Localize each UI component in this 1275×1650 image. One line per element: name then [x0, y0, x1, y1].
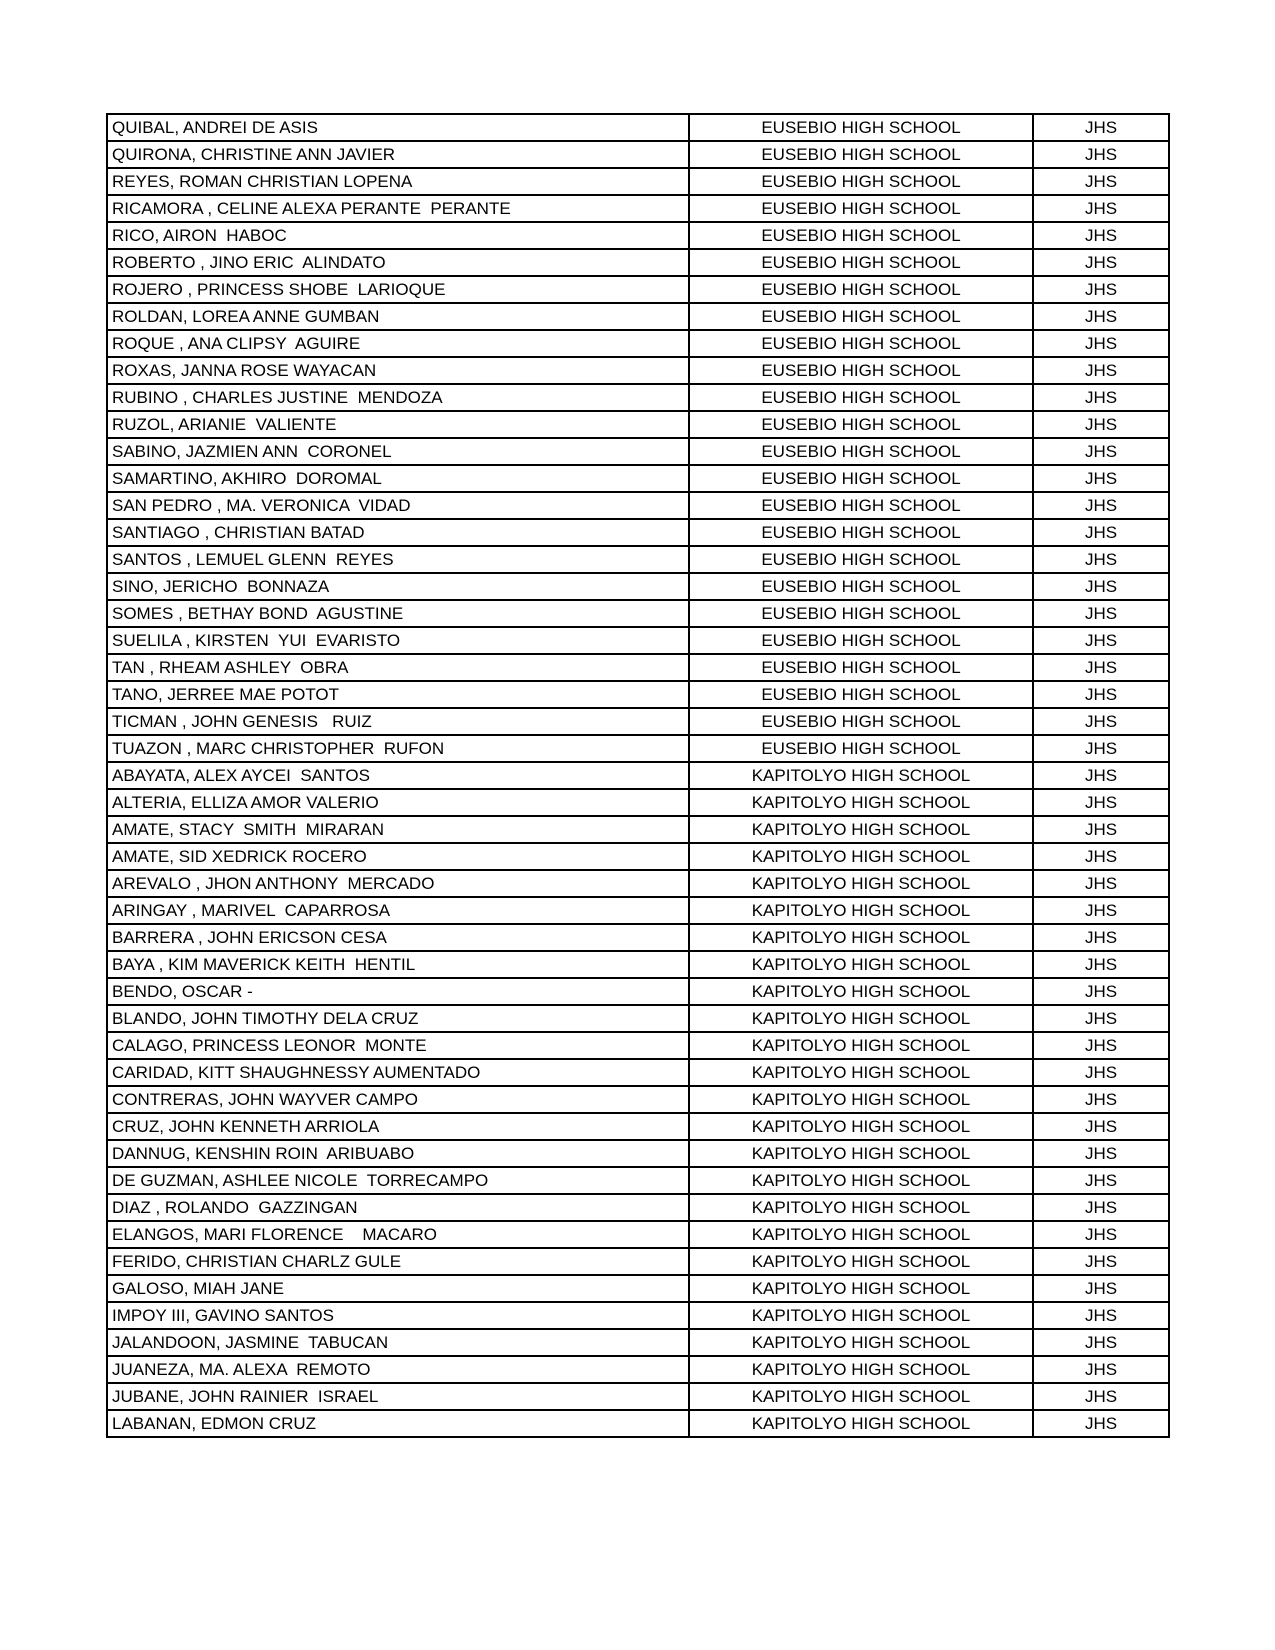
table-row [107, 249, 1169, 276]
level-cell: JHS [1033, 951, 1169, 978]
student-name-cell: RICAMORA , CELINE ALEXA PERANTE PERANTE [107, 195, 689, 222]
school-cell: EUSEBIO HIGH SCHOOL [689, 654, 1033, 681]
table-row [107, 843, 1169, 870]
table-row [107, 303, 1169, 330]
student-name-cell: ROXAS, JANNA ROSE WAYACAN [107, 357, 689, 384]
student-name-cell: RUBINO , CHARLES JUSTINE MENDOZA [107, 384, 689, 411]
student-name-cell: ARINGAY , MARIVEL CAPARROSA [107, 897, 689, 924]
level-cell: JHS [1033, 519, 1169, 546]
student-name-cell: SAMARTINO, AKHIRO DOROMAL [107, 465, 689, 492]
table-row [107, 1275, 1169, 1302]
student-name-cell: ELANGOS, MARI FLORENCE MACARO [107, 1221, 689, 1248]
school-cell: KAPITOLYO HIGH SCHOOL [689, 1086, 1033, 1113]
school-cell: EUSEBIO HIGH SCHOOL [689, 330, 1033, 357]
student-name-cell: CARIDAD, KITT SHAUGHNESSY AUMENTADO [107, 1059, 689, 1086]
table-row [107, 1113, 1169, 1140]
school-cell: EUSEBIO HIGH SCHOOL [689, 708, 1033, 735]
student-name-cell: ROQUE , ANA CLIPSY AGUIRE [107, 330, 689, 357]
table-row [107, 465, 1169, 492]
level-cell: JHS [1033, 1410, 1169, 1437]
level-cell: JHS [1033, 276, 1169, 303]
school-cell: KAPITOLYO HIGH SCHOOL [689, 1113, 1033, 1140]
school-cell: KAPITOLYO HIGH SCHOOL [689, 1302, 1033, 1329]
table-row [107, 708, 1169, 735]
school-cell: EUSEBIO HIGH SCHOOL [689, 276, 1033, 303]
table-row [107, 1329, 1169, 1356]
school-cell: KAPITOLYO HIGH SCHOOL [689, 1005, 1033, 1032]
level-cell: JHS [1033, 627, 1169, 654]
school-cell: EUSEBIO HIGH SCHOOL [689, 141, 1033, 168]
student-name-cell: ROJERO , PRINCESS SHOBE LARIOQUE [107, 276, 689, 303]
student-name-cell: CALAGO, PRINCESS LEONOR MONTE [107, 1032, 689, 1059]
school-cell: KAPITOLYO HIGH SCHOOL [689, 1248, 1033, 1275]
table-row [107, 168, 1169, 195]
level-cell: JHS [1033, 195, 1169, 222]
school-cell: EUSEBIO HIGH SCHOOL [689, 114, 1033, 141]
school-cell: KAPITOLYO HIGH SCHOOL [689, 843, 1033, 870]
table-row [107, 951, 1169, 978]
level-cell: JHS [1033, 249, 1169, 276]
student-name-cell: RICO, AIRON HABOC [107, 222, 689, 249]
level-cell: JHS [1033, 978, 1169, 1005]
level-cell: JHS [1033, 1248, 1169, 1275]
table-row [107, 546, 1169, 573]
student-name-cell: TUAZON , MARC CHRISTOPHER RUFON [107, 735, 689, 762]
school-cell: EUSEBIO HIGH SCHOOL [689, 303, 1033, 330]
table-row [107, 816, 1169, 843]
student-name-cell: GALOSO, MIAH JANE [107, 1275, 689, 1302]
level-cell: JHS [1033, 141, 1169, 168]
school-cell: EUSEBIO HIGH SCHOOL [689, 168, 1033, 195]
student-name-cell: JALANDOON, JASMINE TABUCAN [107, 1329, 689, 1356]
level-cell: JHS [1033, 1194, 1169, 1221]
table-row [107, 1194, 1169, 1221]
student-name-cell: BARRERA , JOHN ERICSON CESA [107, 924, 689, 951]
school-cell: KAPITOLYO HIGH SCHOOL [689, 951, 1033, 978]
table-row [107, 1005, 1169, 1032]
table-row [107, 222, 1169, 249]
school-cell: KAPITOLYO HIGH SCHOOL [689, 1356, 1033, 1383]
level-cell: JHS [1033, 222, 1169, 249]
school-cell: EUSEBIO HIGH SCHOOL [689, 438, 1033, 465]
school-cell: KAPITOLYO HIGH SCHOOL [689, 762, 1033, 789]
student-name-cell: JUBANE, JOHN RAINIER ISRAEL [107, 1383, 689, 1410]
student-name-cell: BLANDO, JOHN TIMOTHY DELA CRUZ [107, 1005, 689, 1032]
table-row [107, 141, 1169, 168]
level-cell: JHS [1033, 303, 1169, 330]
table-row [107, 384, 1169, 411]
student-name-cell: ROLDAN, LOREA ANNE GUMBAN [107, 303, 689, 330]
level-cell: JHS [1033, 492, 1169, 519]
level-cell: JHS [1033, 681, 1169, 708]
school-cell: EUSEBIO HIGH SCHOOL [689, 735, 1033, 762]
school-cell: EUSEBIO HIGH SCHOOL [689, 411, 1033, 438]
school-cell: EUSEBIO HIGH SCHOOL [689, 465, 1033, 492]
level-cell: JHS [1033, 1059, 1169, 1086]
student-name-cell: SAN PEDRO , MA. VERONICA VIDAD [107, 492, 689, 519]
level-cell: JHS [1033, 1086, 1169, 1113]
level-cell: JHS [1033, 1032, 1169, 1059]
school-cell: EUSEBIO HIGH SCHOOL [689, 384, 1033, 411]
table-row [107, 573, 1169, 600]
table-row [107, 1059, 1169, 1086]
level-cell: JHS [1033, 708, 1169, 735]
level-cell: JHS [1033, 789, 1169, 816]
school-cell: EUSEBIO HIGH SCHOOL [689, 681, 1033, 708]
table-row [107, 1410, 1169, 1437]
level-cell: JHS [1033, 1005, 1169, 1032]
level-cell: JHS [1033, 330, 1169, 357]
student-name-cell: DIAZ , ROLANDO GAZZINGAN [107, 1194, 689, 1221]
table-row [107, 195, 1169, 222]
table-row [107, 924, 1169, 951]
level-cell: JHS [1033, 114, 1169, 141]
table-row [107, 1167, 1169, 1194]
table-row [107, 411, 1169, 438]
level-cell: JHS [1033, 762, 1169, 789]
table-row [107, 492, 1169, 519]
level-cell: JHS [1033, 924, 1169, 951]
student-name-cell: ROBERTO , JINO ERIC ALINDATO [107, 249, 689, 276]
level-cell: JHS [1033, 735, 1169, 762]
student-name-cell: CRUZ, JOHN KENNETH ARRIOLA [107, 1113, 689, 1140]
student-name-cell: RUZOL, ARIANIE VALIENTE [107, 411, 689, 438]
table-row [107, 1302, 1169, 1329]
level-cell: JHS [1033, 870, 1169, 897]
school-cell: KAPITOLYO HIGH SCHOOL [689, 816, 1033, 843]
school-cell: EUSEBIO HIGH SCHOOL [689, 249, 1033, 276]
student-name-cell: FERIDO, CHRISTIAN CHARLZ GULE [107, 1248, 689, 1275]
level-cell: JHS [1033, 1356, 1169, 1383]
table-row [107, 1140, 1169, 1167]
school-cell: KAPITOLYO HIGH SCHOOL [689, 1329, 1033, 1356]
student-name-cell: AREVALO , JHON ANTHONY MERCADO [107, 870, 689, 897]
school-cell: KAPITOLYO HIGH SCHOOL [689, 1194, 1033, 1221]
student-name-cell: SINO, JERICHO BONNAZA [107, 573, 689, 600]
table-row [107, 519, 1169, 546]
table-row [107, 735, 1169, 762]
level-cell: JHS [1033, 546, 1169, 573]
student-name-cell: DANNUG, KENSHIN ROIN ARIBUABO [107, 1140, 689, 1167]
table-row [107, 1248, 1169, 1275]
school-cell: EUSEBIO HIGH SCHOOL [689, 222, 1033, 249]
level-cell: JHS [1033, 1329, 1169, 1356]
student-name-cell: BAYA , KIM MAVERICK KEITH HENTIL [107, 951, 689, 978]
table-row [107, 438, 1169, 465]
table-row [107, 1032, 1169, 1059]
school-cell: EUSEBIO HIGH SCHOOL [689, 357, 1033, 384]
student-name-cell: BENDO, OSCAR - [107, 978, 689, 1005]
student-name-cell: QUIRONA, CHRISTINE ANN JAVIER [107, 141, 689, 168]
school-cell: KAPITOLYO HIGH SCHOOL [689, 1410, 1033, 1437]
student-list-sheet [106, 113, 1168, 1438]
school-cell: EUSEBIO HIGH SCHOOL [689, 573, 1033, 600]
school-cell: EUSEBIO HIGH SCHOOL [689, 519, 1033, 546]
student-name-cell: REYES, ROMAN CHRISTIAN LOPENA [107, 168, 689, 195]
student-name-cell: AMATE, SID XEDRICK ROCERO [107, 843, 689, 870]
student-name-cell: AMATE, STACY SMITH MIRARAN [107, 816, 689, 843]
table-row [107, 1221, 1169, 1248]
table-row [107, 681, 1169, 708]
student-name-cell: QUIBAL, ANDREI DE ASIS [107, 114, 689, 141]
level-cell: JHS [1033, 384, 1169, 411]
student-name-cell: TANO, JERREE MAE POTOT [107, 681, 689, 708]
school-cell: KAPITOLYO HIGH SCHOOL [689, 1032, 1033, 1059]
table-row [107, 978, 1169, 1005]
level-cell: JHS [1033, 843, 1169, 870]
level-cell: JHS [1033, 1302, 1169, 1329]
school-cell: KAPITOLYO HIGH SCHOOL [689, 1167, 1033, 1194]
level-cell: JHS [1033, 600, 1169, 627]
school-cell: KAPITOLYO HIGH SCHOOL [689, 1383, 1033, 1410]
student-name-cell: ALTERIA, ELLIZA AMOR VALERIO [107, 789, 689, 816]
level-cell: JHS [1033, 438, 1169, 465]
table-row [107, 870, 1169, 897]
school-cell: KAPITOLYO HIGH SCHOOL [689, 789, 1033, 816]
student-name-cell: SANTOS , LEMUEL GLENN REYES [107, 546, 689, 573]
school-cell: KAPITOLYO HIGH SCHOOL [689, 978, 1033, 1005]
table-row [107, 330, 1169, 357]
student-name-cell: IMPOY III, GAVINO SANTOS [107, 1302, 689, 1329]
level-cell: JHS [1033, 465, 1169, 492]
table-row [107, 1383, 1169, 1410]
student-table-body [107, 114, 1169, 1437]
level-cell: JHS [1033, 1221, 1169, 1248]
student-table [106, 113, 1170, 1438]
table-row [107, 600, 1169, 627]
level-cell: JHS [1033, 168, 1169, 195]
student-name-cell: ABAYATA, ALEX AYCEI SANTOS [107, 762, 689, 789]
student-name-cell: TICMAN , JOHN GENESIS RUIZ [107, 708, 689, 735]
student-name-cell: SUELILA , KIRSTEN YUI EVARISTO [107, 627, 689, 654]
table-row [107, 1086, 1169, 1113]
level-cell: JHS [1033, 1167, 1169, 1194]
school-cell: KAPITOLYO HIGH SCHOOL [689, 1140, 1033, 1167]
school-cell: KAPITOLYO HIGH SCHOOL [689, 1221, 1033, 1248]
school-cell: EUSEBIO HIGH SCHOOL [689, 492, 1033, 519]
student-name-cell: JUANEZA, MA. ALEXA REMOTO [107, 1356, 689, 1383]
level-cell: JHS [1033, 816, 1169, 843]
student-name-cell: TAN , RHEAM ASHLEY OBRA [107, 654, 689, 681]
student-name-cell: SABINO, JAZMIEN ANN CORONEL [107, 438, 689, 465]
level-cell: JHS [1033, 1140, 1169, 1167]
level-cell: JHS [1033, 1275, 1169, 1302]
table-row [107, 654, 1169, 681]
table-row [107, 897, 1169, 924]
school-cell: KAPITOLYO HIGH SCHOOL [689, 870, 1033, 897]
school-cell: EUSEBIO HIGH SCHOOL [689, 627, 1033, 654]
table-row [107, 762, 1169, 789]
school-cell: EUSEBIO HIGH SCHOOL [689, 195, 1033, 222]
school-cell: EUSEBIO HIGH SCHOOL [689, 600, 1033, 627]
school-cell: KAPITOLYO HIGH SCHOOL [689, 924, 1033, 951]
table-row [107, 276, 1169, 303]
table-row [107, 789, 1169, 816]
school-cell: KAPITOLYO HIGH SCHOOL [689, 1059, 1033, 1086]
level-cell: JHS [1033, 1113, 1169, 1140]
student-name-cell: SANTIAGO , CHRISTIAN BATAD [107, 519, 689, 546]
school-cell: KAPITOLYO HIGH SCHOOL [689, 1275, 1033, 1302]
student-name-cell: SOMES , BETHAY BOND AGUSTINE [107, 600, 689, 627]
table-row [107, 1356, 1169, 1383]
level-cell: JHS [1033, 573, 1169, 600]
student-name-cell: DE GUZMAN, ASHLEE NICOLE TORRECAMPO [107, 1167, 689, 1194]
level-cell: JHS [1033, 654, 1169, 681]
school-cell: EUSEBIO HIGH SCHOOL [689, 546, 1033, 573]
student-name-cell: LABANAN, EDMON CRUZ [107, 1410, 689, 1437]
student-name-cell: CONTRERAS, JOHN WAYVER CAMPO [107, 1086, 689, 1113]
level-cell: JHS [1033, 357, 1169, 384]
level-cell: JHS [1033, 1383, 1169, 1410]
level-cell: JHS [1033, 897, 1169, 924]
table-row [107, 114, 1169, 141]
school-cell: KAPITOLYO HIGH SCHOOL [689, 897, 1033, 924]
table-row [107, 627, 1169, 654]
level-cell: JHS [1033, 411, 1169, 438]
table-row [107, 357, 1169, 384]
